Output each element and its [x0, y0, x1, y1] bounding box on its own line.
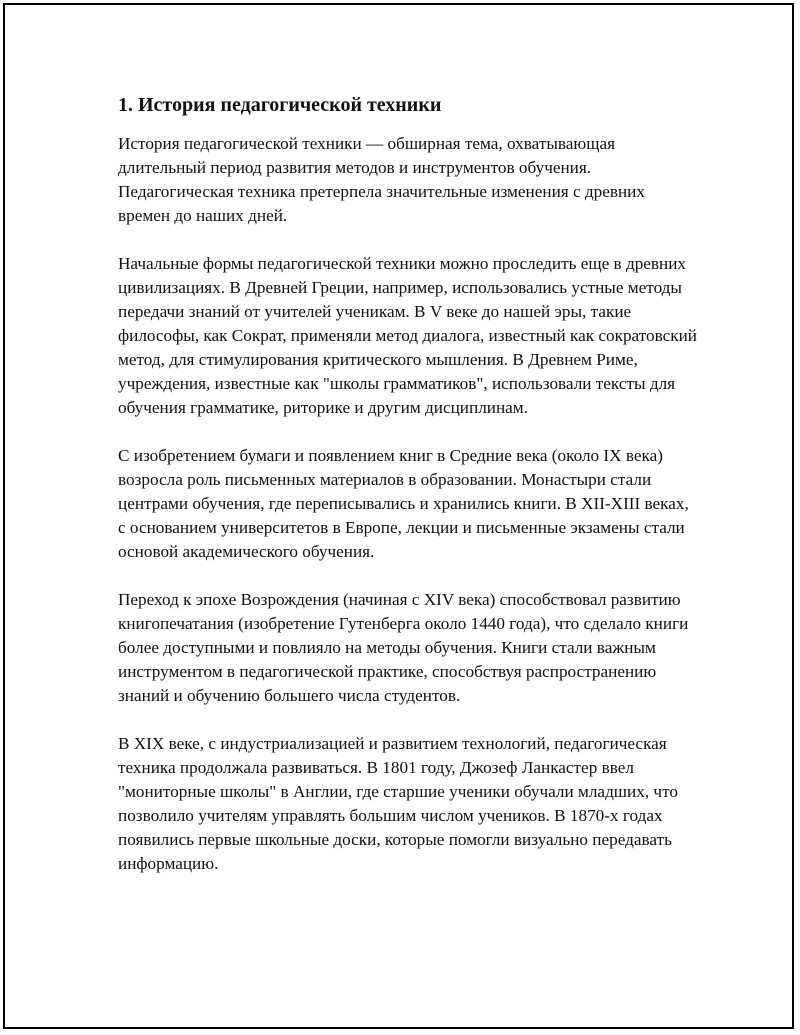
- section-title: 1. История педагогической техники: [118, 94, 442, 116]
- paragraph-intro: История педагогической техники — обширная тема, охватывающая длительный период развития методов и инструментов обучения. Педагогическая техника претерпела значительные изменения с древних времен до наших дней.: [118, 134, 645, 225]
- paragraph-renaissance: Переход к эпохе Возрождения (начиная с XIV века) способствовал развитию книгопечатания (изобретение Гутенберга около 1440 года), что сделало книги более доступными и повлияло на методы обучения. Книги стали важным инструментом в педагогической практике, способствуя распространению знаний и обучению большего числа студентов.: [118, 590, 689, 705]
- paragraph-nineteenth-century: В XIX веке, с индустриализацией и развитием технологий, педагогическая техника продолжала развиваться. В 1801 году, Джозеф Ланкастер ввел "мониторные школы" в Англии, где старшие ученики обучали младших, что позволило учителям управлять большим числом учеников. В 1870-х годах появились первые школьные доски, которые помогли визуально передавать информацию.: [118, 734, 678, 873]
- paragraph-middle-ages: С изобретением бумаги и появлением книг в Средние века (около IX века) возросла роль письменных материалов в образовании. Монастыри стали центрами обучения, где переписывались и хранились книги. В XII-XIII веках, с основанием университетов в Европе, лекции и письменные экзамены стали основой академического обучения.: [118, 446, 689, 561]
- document-body: [118, 90, 698, 900]
- paragraph-ancient: Начальные формы педагогической техники можно проследить еще в древних цивилизациях. В Древней Греции, например, использовались устные методы передачи знаний от учителей ученикам. В V веке до нашей эры, такие философы, как Сократ, применяли метод диалога, известный как сократовский метод, для стимулирования критического мышления. В Древнем Риме, учреждения, известные как "школы грамматиков", использовали тексты для обучения грамматике, риторике и другим дисциплинам.: [118, 254, 697, 417]
